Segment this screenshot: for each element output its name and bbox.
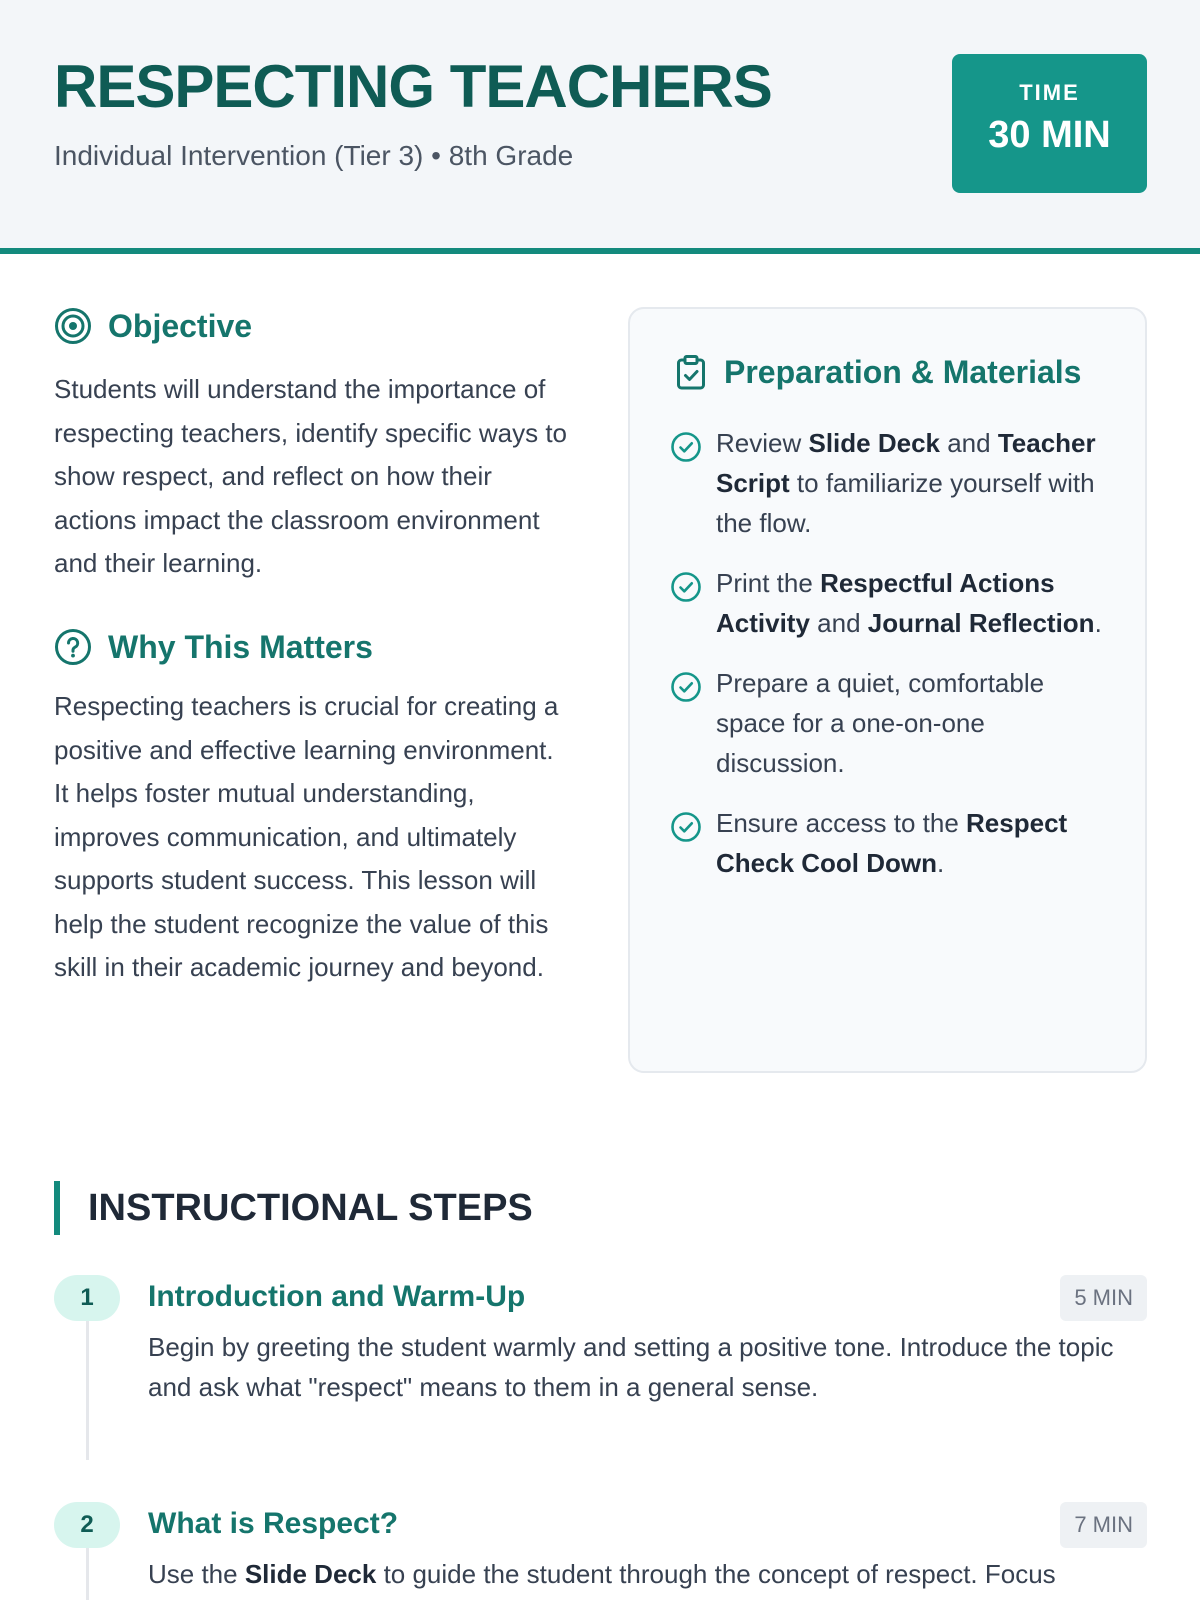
preparation-heading bbox=[672, 353, 1081, 391]
check-circle-icon bbox=[670, 671, 702, 703]
page-subtitle: Individual Intervention (Tier 3) • 8th Grade bbox=[54, 140, 574, 171]
check-circle-icon bbox=[670, 431, 702, 463]
step-duration: 5 MIN bbox=[1060, 1275, 1147, 1321]
objective-title: Objective bbox=[108, 307, 253, 344]
prep-item bbox=[670, 803, 1110, 883]
objective-heading bbox=[54, 306, 252, 346]
time-value: 30 MIN bbox=[988, 114, 1111, 156]
instructional-steps-heading: INSTRUCTIONAL STEPS bbox=[54, 1181, 533, 1235]
prep-item bbox=[670, 663, 1110, 783]
step-text: Begin by greeting the student warmly and setting a positive tone. Introduce the topic and ask what "respect" means to them in a general sense. bbox=[148, 1332, 1114, 1402]
preparation-list bbox=[670, 423, 1110, 903]
step-connector bbox=[86, 1321, 89, 1460]
objective-text: Students will understand the importance of respecting teachers, identify specific ways to show respect, and reflect on how their actions impact the classroom environment and their learning. bbox=[54, 374, 568, 578]
why-heading bbox=[54, 627, 373, 667]
step-number: 2 bbox=[54, 1502, 120, 1548]
prep-item bbox=[670, 563, 1110, 643]
step-connector bbox=[86, 1548, 89, 1600]
why-title: Why This Matters bbox=[108, 628, 373, 665]
page-title: RESPECTING TEACHERS bbox=[54, 53, 772, 120]
clipboard-check-icon bbox=[672, 353, 710, 391]
target-icon bbox=[54, 307, 92, 345]
step-title: Introduction and Warm-Up bbox=[148, 1280, 526, 1313]
check-circle-icon bbox=[670, 811, 702, 843]
step-duration: 7 MIN bbox=[1060, 1502, 1147, 1548]
prep-item bbox=[670, 423, 1110, 543]
step-number: 1 bbox=[54, 1275, 120, 1321]
step-text: Use the Slide Deck to guide the student through the concept of respect. Focus bbox=[148, 1559, 1056, 1589]
why-text: Respecting teachers is crucial for creating a positive and effective learning environment. It helps foster mutual understanding, improves communication, and ultimately supports student success. This lesson will help the student recognize the value of this skill in their academic journey and beyond. bbox=[54, 691, 559, 982]
prep-item-text: Ensure access to the Respect Check Cool Down. bbox=[716, 808, 1068, 878]
step-item bbox=[54, 1502, 1147, 1600]
prep-item-text: Print the Respectful Actions Activity and Journal Reflection. bbox=[716, 568, 1102, 638]
time-label: TIME bbox=[1019, 80, 1080, 105]
prep-item-text: Review Slide Deck and Teacher Script to familiarize yourself with the flow. bbox=[716, 428, 1096, 538]
preparation-title: Preparation & Materials bbox=[724, 353, 1082, 390]
check-circle-icon bbox=[670, 571, 702, 603]
step-item bbox=[54, 1275, 1147, 1460]
time-badge bbox=[952, 54, 1147, 193]
page-header bbox=[0, 0, 1200, 254]
preparation-card bbox=[628, 307, 1147, 1073]
step-title: What is Respect? bbox=[148, 1507, 399, 1540]
question-circle-icon bbox=[54, 628, 92, 666]
prep-item-text: Prepare a quiet, comfortable space for a one-on-one discussion. bbox=[716, 668, 1045, 778]
